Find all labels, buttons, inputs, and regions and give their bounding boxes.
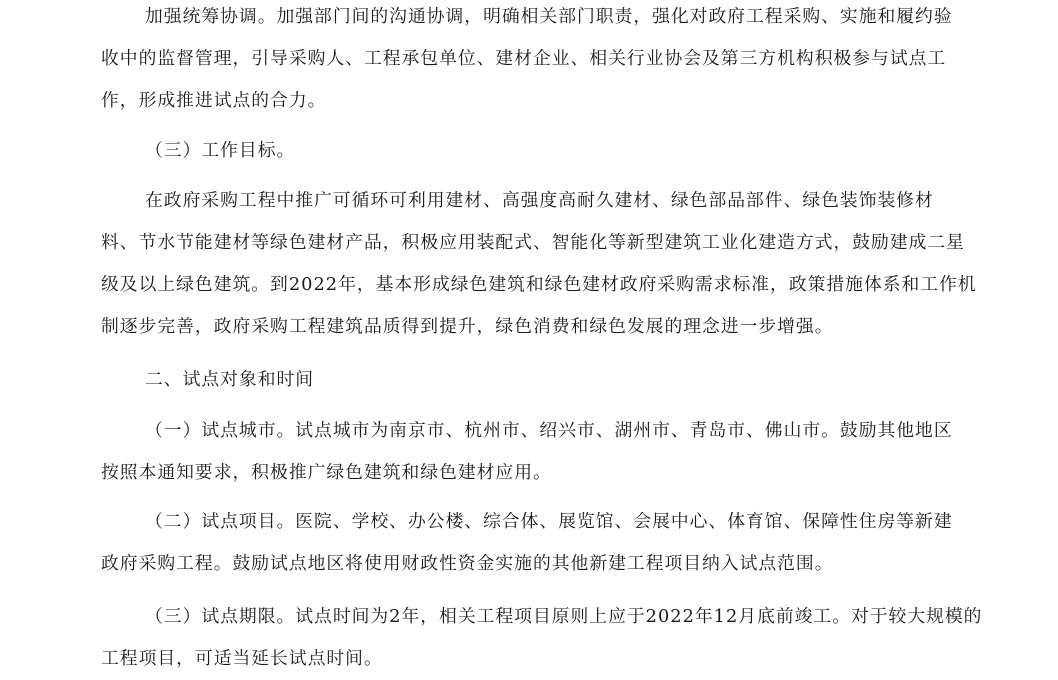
- section-heading: 二、试点对象和时间: [145, 369, 315, 390]
- paragraph-coordination: [101, 0, 961, 122]
- text-line: 按照本通知要求，积极推广绿色建筑和绿色建材应用。: [101, 462, 552, 483]
- text-line: 料、节水节能建材等绿色建材产品，积极应用装配式、智能化等新型建筑工业化建造方式，鼓励建成二星: [101, 232, 965, 253]
- paragraph-pilot-cities: [101, 410, 961, 494]
- text-line: （三）试点期限。试点时间为2年，相关工程项目原则上应于2022年12月底前竣工。对于较大规模的: [145, 606, 983, 627]
- text-line: 作，形成推进试点的合力。: [101, 90, 327, 111]
- paragraph-pilot-projects: [101, 501, 961, 585]
- text-line: 工程项目，可适当延长试点时间。: [101, 648, 383, 669]
- section-heading: （三）工作目标。: [145, 140, 296, 161]
- text-line: 收中的监督管理，引导采购人、工程承包单位、建材企业、相关行业协会及第三方机构积极参与试点工: [101, 48, 947, 69]
- text-line: 在政府采购工程中推广可循环可利用建材、高强度高耐久建材、绿色部品部件、绿色装饰装修材: [145, 190, 934, 211]
- text-line: （二）试点项目。医院、学校、办公楼、综合体、展览馆、会展中心、体育馆、保障性住房等新建: [145, 511, 953, 532]
- text-line: 级及以上绿色建筑。到2022年，基本形成绿色建筑和绿色建材政府采购需求标准，政策措施体系和工作机: [101, 274, 977, 295]
- text-line: （一）试点城市。试点城市为南京市、杭州市、绍兴市、湖州市、青岛市、佛山市。鼓励其他地区: [145, 420, 953, 441]
- paragraph-pilot-period: [101, 596, 983, 680]
- paragraph-work-goal: [101, 180, 977, 348]
- heading-work-goal: [101, 130, 961, 172]
- heading-section-two: [101, 359, 961, 401]
- text-line: 政府采购工程。鼓励试点地区将使用财政性资金实施的其他新建工程项目纳入试点范围。: [101, 553, 834, 574]
- text-line: 加强统筹协调。加强部门间的沟通协调，明确相关部门职责，强化对政府工程采购、实施和履约验: [145, 6, 953, 27]
- text-line: 制逐步完善，政府采购工程建筑品质得到提升，绿色消费和绿色发展的理念进一步增强。: [101, 316, 834, 337]
